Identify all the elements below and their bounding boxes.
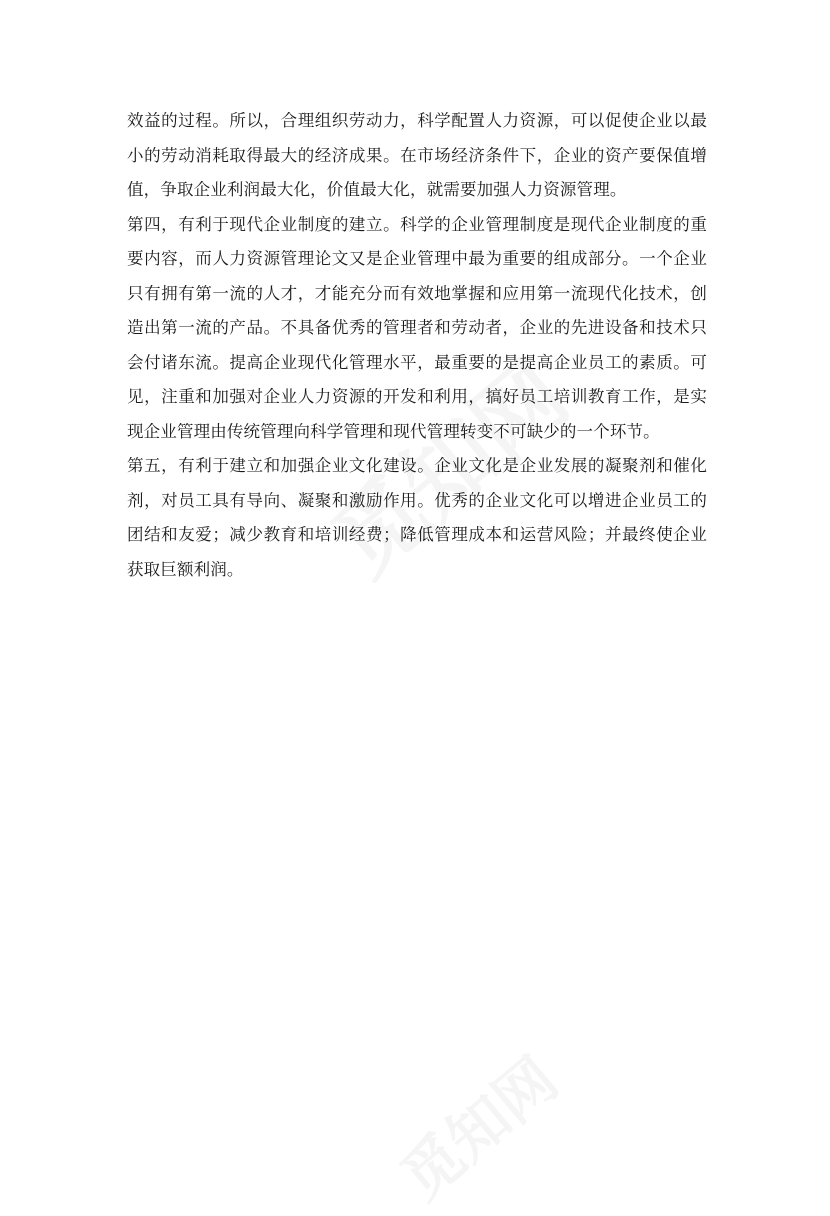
paragraph-continuation: 效益的过程。所以，合理组织劳动力，科学配置人力资源，可以促使企业以最小的劳动消耗取得最大的经济成果。在市场经济条件下，企业的资产要保值增值，争取企业利润最大化，价值最大化，就需要加强人力资源管理。 — [127, 111, 707, 199]
document-body — [127, 104, 707, 587]
watermark-bottom — [380, 1034, 573, 1216]
paragraph-point-four: 第四，有利于现代企业制度的建立。科学的企业管理制度是现代企业制度的重要内容，而人力资源管理论文又是企业管理中最为重要的组成部分。一个企业只有拥有第一流的人才，才能充分而有效地掌握和应用第一流现代化技术，创造出第一流的产品。不具备优秀的管理者和劳动者，企业的先进设备和技术只会付诸东流。提高企业现代化管理水平，最重要的是提高企业员工的素质。可见，注重和加强对企业人力资源的开发和利用，搞好员工培训教育工作，是实现企业管理由传统管理向科学管理和现代管理转变不可缺少的一个环节。 — [127, 214, 707, 441]
paragraph-point-five: 第五，有利于建立和加强企业文化建设。企业文化是企业发展的凝聚剂和催化剂，对员工具有导向、凝聚和激励作用。优秀的企业文化可以增进企业员工的团结和友爱；减少教育和培训经费；降低管理成本和运营风险；并最终使企业获取巨额利润。 — [127, 456, 707, 579]
